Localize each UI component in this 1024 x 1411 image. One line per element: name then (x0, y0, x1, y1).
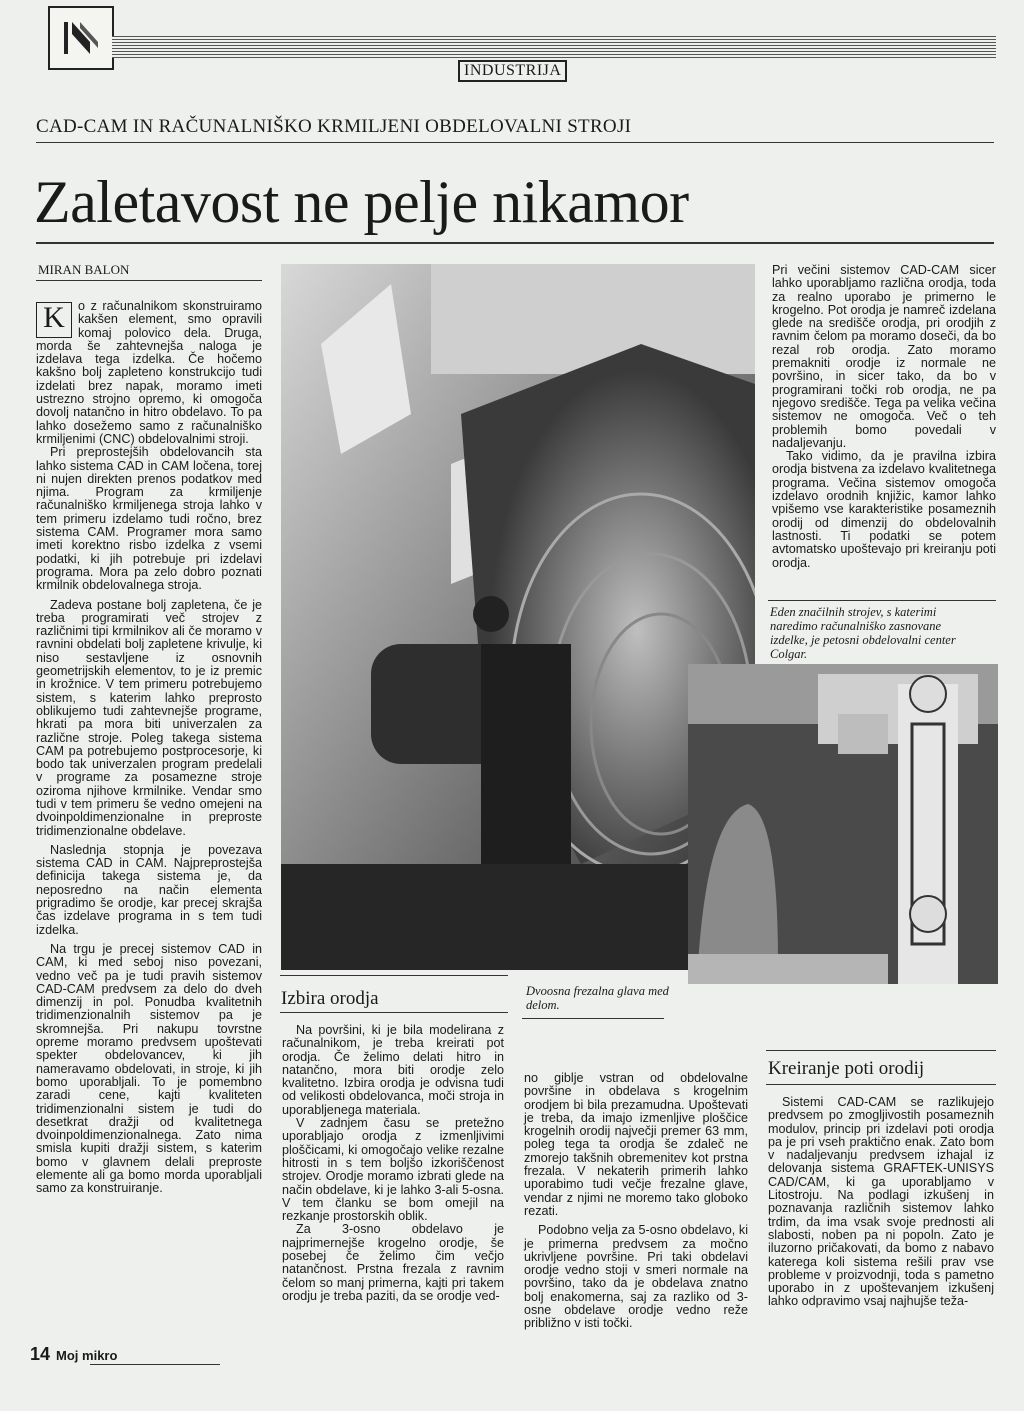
col1-paragraph: Naslednja stopnja je povezava sistema CAD in CAM. Najpreprostejša definicija takega sistema je, da neposredno na način elementa prigradimo še orodje, kar precej skrajša čas izdelave programa in s tem tudi izdelka. (36, 842, 262, 937)
col1-paragraph: Na trgu je precej sistemov CAD in CAM, ki med seboj niso povezani, vedno več pa je tudi pravih sistemov CAD-CAM predvsem za delo do dveh dimenzij in pol. Ponudba kvalitetnih tridimenzionalnih sistemov pa je skromnejša. Pri nakupu tovrstne opreme moramo predvsem upoštevati spekter obdelovancev, ki jih nameravamo obdelovati, in stroje, ki jih bomo uporabljali. To je pomembno zaradi cene, kajti kvaliteten tridimenzionalni sistem je tudi do desetkrat dražji od kvalitetnega dvoinpoldimenzionalnega. Zato nima smisla kupiti dražji sistem, s katerim bomo v glavnem delali preproste elemente ali ga bomo morda uporabljali samo za konstruiranje. (36, 941, 262, 1196)
footer-rule (90, 1364, 220, 1365)
byline: MIRAN BALON (38, 262, 130, 277)
section-tag: INDUSTRIJA (458, 60, 567, 82)
caption-right: Eden značilnih strojev, s katerimi naredimo računalniško zasnovane izdelke, je petosni obdelovalni center Colgar. (770, 605, 956, 661)
headline-rule (36, 242, 994, 244)
col1-paragraph: Pri preprostejših obdelovancih sta lahko sistema CAD in CAM ločena, torej ni nujen direkten prenos podatkov med njima. Program za krmiljenje računalniško krmiljenega stroja lahko v tem primeru izdelamo tudi ročno, brez sistema CAM. Programer mora samo imeti korektno risbo izdelka z vsemi podatki, ki jih potrebuje pri izdelavi programa. Mora pa zelo dobro poznati krmilnik obdelovalnega stroja. (36, 445, 262, 593)
subhead-paths-rule (766, 1084, 996, 1085)
column-2 (282, 1024, 504, 1303)
col2-paragraph: V zadnjem času se pretežno uporabljajo orodja z izmenljivimi ploščicami, ki omogočajo velike rezalne hitrosti in s tem boljšo izkoriščenost strojev. Orodje moramo izbrati glede na način obdelave, ki je lahko 3-ali 5-osna. V tem članku se bom omejil na rezkanje prostorskih oblik. (282, 1116, 504, 1224)
magazine-name: Moj mikro (56, 1348, 118, 1363)
drop-cap: K (36, 302, 72, 338)
caption-right-rule (768, 600, 996, 601)
article-headline: Zaletavost ne pelje nikamor (34, 169, 689, 235)
col5-paragraph: Sistemi CAD-CAM se razlikujejo predvsem po zmogljivostih posameznih modulov, princip pri izdelavi poti orodja pa je pri vseh praktično enak. Zato bom v nadaljevanju predvsem izhajal iz delovanja sistema GRAFTEK-UNISYS CAD/CAM, ki ga uporabljamo v Litostroju. Na podlagi izkušenj in poznavanja različnih sistemov lahko trdim, da ima vsak svoje prednosti ali slabosti, noben pa ni popoln. Zato je iluzorno pričakovati, da bomo z nabavo katerega koli sistema rešili prav vse probleme v proizvodnji, toda s pametno uporabo in z upoštevanjem izkušenj lahko odpravimo vsaj najhujše teža- (768, 1095, 994, 1309)
logo-icon (50, 8, 112, 68)
col1-paragraph: Zadeva postane bolj zapletena, če je treba programirati več strojev z različnimi tipi krmilnikov ali če moramo v ravnini obdelati bolj zapletene krivulje, ki niso sestavljene iz osnovnih geometrijskih elementov, to je iz premic in krožnice. V tem primeru potrebujemo sistem, s katerim lahko preprosto oblikujemo tudi zahtevnejše programe, hkrati pa mora biti univerzalen za različne stroje. Poleg takega sistema CAM pa potrebujemo postprocesorje, ki bodo tak univerzalen program predelali v programe za posamezne stroje oziroma njihove krmilnike. Vendar smo tudi v tem primeru še vedno omejeni na dvoinpoldimenzionalne in preproste tridimenzionalne obdelave. (36, 597, 262, 838)
byline-rule (36, 280, 262, 281)
col2-paragraph: Na površini, ki je bila modelirana z računalnikom, je treba kreirati pot orodja. Če želimo delati hitro in natančno, mora biti orodje zelo kvalitetno. Izbira orodja je odvisna tudi od velikosti obdelovanca, moči stroja in uporabljenega materiala. (282, 1023, 504, 1117)
column-3 (524, 1072, 748, 1331)
subhead-tool-rule-top (280, 975, 508, 976)
col3-paragraph: no giblje vstran od obdelovalne površine in obdelava s krogelnim orodjem bi bila prezamudna. Upoštevati je treba, da imajo izmenljive ploščice krogelnih orodij največji premer 63 mm, poleg tega ta orodja še zdaleč ne zmorejo takšnih obremenitev kot prstna frezala. V nekaterih primerih lahko uporabimo tudi večje frezalne glave, vendar z njimi ne moremo tako globoko rezati. (524, 1071, 748, 1218)
magazine-logo (48, 6, 114, 70)
subhead-tool-rule (280, 1012, 508, 1013)
col2-paragraph: Za 3-osno obdelavo je najprimernejše krogelno orodje, še posebej če želimo čim večjo natančnost. Prstna frezala z ravnim čelom so manj primerna, kajti pri takem orodju je treba paziti, da se orodje ved- (282, 1222, 504, 1303)
photo-machining-center (688, 664, 998, 984)
kicker-rule (36, 142, 994, 143)
caption-left-rule (522, 1018, 664, 1019)
column-1 (36, 300, 262, 1196)
subhead-tool-selection: Izbira orodja (281, 988, 379, 1009)
col4-paragraph: Tako vidimo, da je pravilna izbira orodja bistvena za izdelavo kvalitetnega programa. Večina sistemov omogoča izdelavo orodnih knjižic, kamor lahko vpišemo vse karakteristike posameznih orodij od dimenzij do obdelovalnih lastnosti. Ti podatki se potem avtomatsko upoštevajo pri kreiranju poti orodja. (772, 449, 996, 570)
col1-paragraph: o z računalnikom skonstruiramo kakšen element, smo opravili komaj polovico dela. Druga, morda še zahtevnejša naloga je izdelava tega izdelka. Če hočemo kakšno bolj zapleteno konstrukcijo tudi izdelati brez napak, moramo imeti ustrezno strojno opremo, ki omogoča dovolj natančno in hitro obdelavo. To pa lahko dosežemo samo z računalniško krmiljenimi (CNC) obdelovalnimi stroji. (36, 299, 262, 446)
subhead-paths-rule-top (766, 1050, 996, 1051)
col3-paragraph: Podobno velja za 5-osno obdelavo, ki je primerna predvsem za močno ukrivljene površine. Pri taki obdelavi orodje vedno stoji v smeri normale na površino, tako da je obdelava znatno bolj enakomerna, saj za razliko od 3-osne obdelave orodje vedno reže približno v isti točki. (524, 1223, 748, 1331)
page-footer (30, 1344, 117, 1365)
column-4 (772, 264, 996, 570)
subhead-tool-paths: Kreiranje poti orodij (768, 1058, 925, 1079)
col4-paragraph: Pri večini sistemov CAD-CAM sicer lahko uporabljamo različna orodja, toda za realno uporabo je primerno le krogelno. Pot orodja je namreč izdelana glede na središče orodja, pri orodjih z ravnim čelom pa moramo doseči, da bo rezal rob orodja. Zato moramo premakniti orodje iz normale ne površino, in sicer tako, da bo v programirani točki rob orodja, ne pa njegovo središče. Tega pa velika večina sistemov ne omogoča. Več o teh problemih bomo povedali v nadaljevanju. (772, 263, 996, 450)
column-5 (768, 1096, 994, 1309)
header-rule-band (112, 36, 996, 58)
article-kicker: CAD-CAM IN RAČUNALNIŠKO KRMILJENI OBDELOVALNI STROJI (36, 116, 632, 137)
page-number: 14 (30, 1344, 51, 1364)
main-photo-milling-head (281, 264, 755, 970)
caption-left: Dvoosna frezalna glava med delom. (526, 984, 669, 1012)
